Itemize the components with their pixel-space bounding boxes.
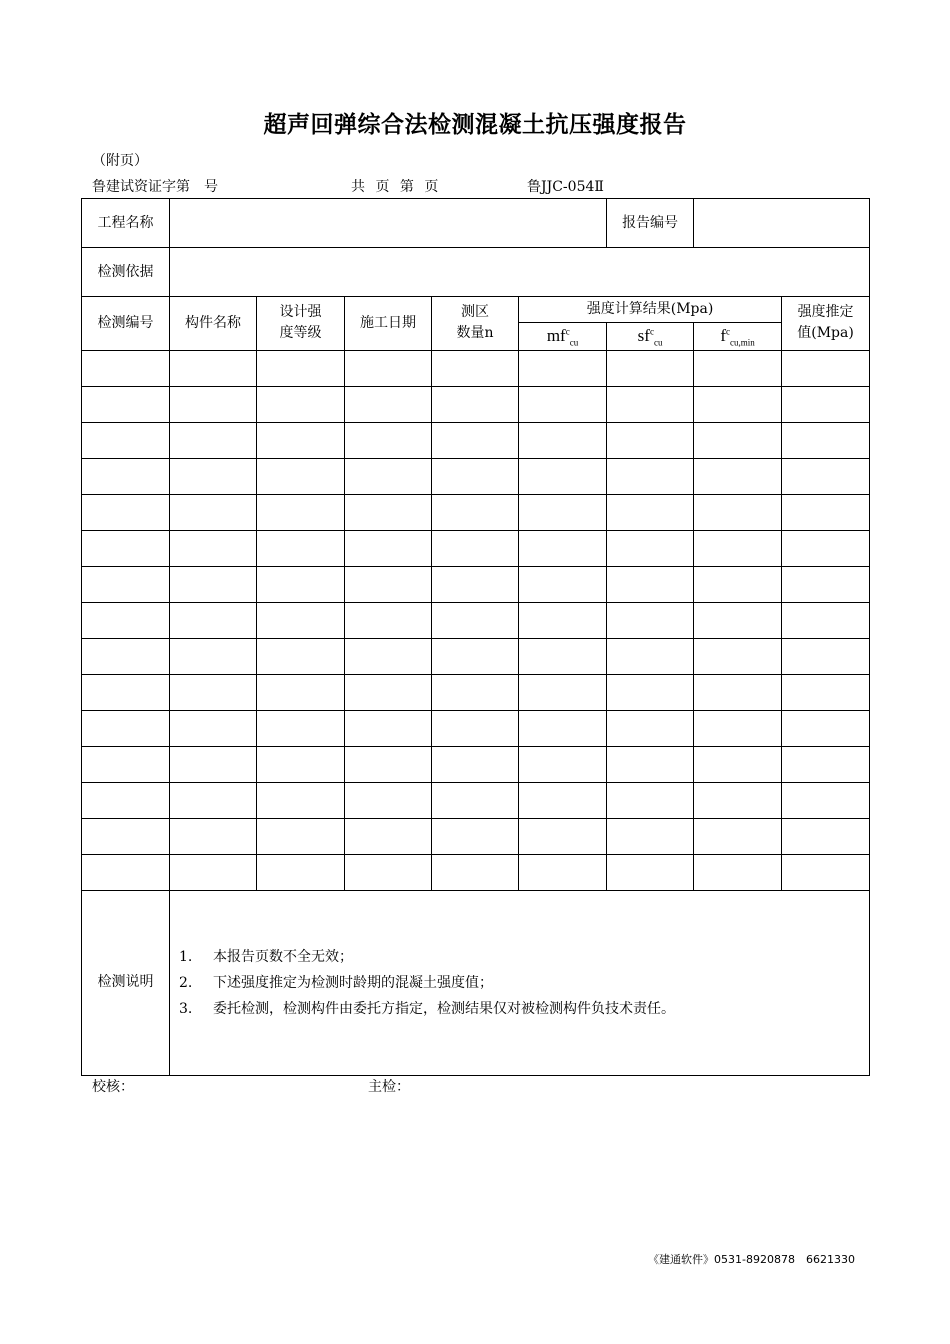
table-cell[interactable]: [694, 818, 782, 854]
table-cell[interactable]: [170, 638, 257, 674]
table-row: [82, 746, 870, 782]
table-cell[interactable]: [432, 854, 519, 890]
note-item: 2. 下述强度推定为检测时龄期的混凝土强度值；: [179, 974, 493, 991]
table-cell[interactable]: [345, 854, 432, 890]
table-cell[interactable]: [82, 674, 170, 710]
col-sf: $sf^c_{cu}$: [607, 323, 694, 351]
note-item: 1. 本报告页数不全无效；: [179, 948, 353, 965]
test-basis-label: 检测依据: [82, 248, 170, 297]
table-cell[interactable]: [607, 530, 694, 566]
table-cell[interactable]: [82, 422, 170, 458]
table-cell[interactable]: [432, 638, 519, 674]
table-cell[interactable]: [782, 710, 870, 746]
table-cell[interactable]: [782, 638, 870, 674]
table-cell[interactable]: [170, 530, 257, 566]
table-cell[interactable]: [782, 602, 870, 638]
table-cell[interactable]: [170, 422, 257, 458]
review-signature-label: 校核：: [92, 1079, 134, 1095]
table-cell[interactable]: [782, 458, 870, 494]
table-cell[interactable]: [432, 458, 519, 494]
table-row: [82, 638, 870, 674]
table-cell[interactable]: [519, 422, 607, 458]
table-row: [82, 710, 870, 746]
table-cell[interactable]: [694, 350, 782, 386]
table-cell[interactable]: [432, 422, 519, 458]
col-member-name: 构件名称: [170, 297, 257, 351]
table-cell[interactable]: [345, 458, 432, 494]
table-cell[interactable]: [345, 386, 432, 422]
table-cell[interactable]: [519, 566, 607, 602]
table-cell[interactable]: [607, 350, 694, 386]
table-cell[interactable]: [345, 710, 432, 746]
table-cell[interactable]: [607, 602, 694, 638]
table-cell[interactable]: [345, 422, 432, 458]
table-cell[interactable]: [257, 494, 345, 530]
table-cell[interactable]: [257, 818, 345, 854]
table-row: [82, 386, 870, 422]
table-cell[interactable]: [170, 818, 257, 854]
col-zone-count: 测区 数量n: [432, 297, 519, 351]
table-cell[interactable]: [432, 674, 519, 710]
table-cell[interactable]: [607, 746, 694, 782]
table-cell[interactable]: [345, 350, 432, 386]
table-cell[interactable]: [694, 386, 782, 422]
table-cell[interactable]: [607, 818, 694, 854]
table-cell[interactable]: [345, 602, 432, 638]
table-cell[interactable]: [607, 638, 694, 674]
table-row: [82, 818, 870, 854]
table-row: [82, 566, 870, 602]
project-name-value[interactable]: [170, 199, 607, 248]
table-cell[interactable]: [170, 674, 257, 710]
table-cell[interactable]: [519, 638, 607, 674]
table-cell[interactable]: [519, 818, 607, 854]
table-cell[interactable]: [257, 386, 345, 422]
table-cell[interactable]: [607, 494, 694, 530]
table-cell[interactable]: [345, 566, 432, 602]
inspector-signature-label: 主检：: [368, 1079, 410, 1095]
table-row: [82, 422, 870, 458]
table-cell[interactable]: [519, 458, 607, 494]
table-cell[interactable]: [782, 854, 870, 890]
col-mf: $mf^c_{cu}$: [519, 323, 607, 351]
table-cell[interactable]: [694, 746, 782, 782]
report-table: [81, 198, 870, 1076]
table-cell[interactable]: [170, 566, 257, 602]
table-cell[interactable]: [519, 746, 607, 782]
table-cell[interactable]: [432, 386, 519, 422]
table-cell[interactable]: [694, 458, 782, 494]
table-cell[interactable]: [82, 602, 170, 638]
table-cell[interactable]: [607, 854, 694, 890]
project-name-label: 工程名称: [82, 199, 170, 248]
table-cell[interactable]: [82, 746, 170, 782]
table-cell[interactable]: [607, 566, 694, 602]
table-cell[interactable]: [519, 530, 607, 566]
table-cell[interactable]: [345, 494, 432, 530]
page-count: 共 页 第 页: [351, 179, 439, 195]
table-cell[interactable]: [257, 458, 345, 494]
table-cell[interactable]: [519, 674, 607, 710]
table-cell[interactable]: [82, 458, 170, 494]
table-cell[interactable]: [170, 386, 257, 422]
form-code: 鲁JJC-054Ⅱ: [527, 179, 604, 195]
table-cell[interactable]: [257, 638, 345, 674]
subtitle: （附页）: [92, 153, 148, 169]
table-cell[interactable]: [82, 710, 170, 746]
notes-label: 检测说明: [82, 890, 170, 1075]
table-cell[interactable]: [782, 422, 870, 458]
report-number-value[interactable]: [694, 199, 870, 248]
table-cell[interactable]: [694, 854, 782, 890]
data-rows: [82, 350, 870, 890]
table-row: [82, 602, 870, 638]
table-cell[interactable]: [519, 854, 607, 890]
table-cell[interactable]: [432, 710, 519, 746]
table-cell[interactable]: [170, 602, 257, 638]
table-cell[interactable]: [694, 566, 782, 602]
table-cell[interactable]: [257, 746, 345, 782]
table-cell[interactable]: [694, 602, 782, 638]
table-cell[interactable]: [432, 530, 519, 566]
table-cell[interactable]: [432, 782, 519, 818]
notes-cell: [170, 890, 870, 1075]
table-cell[interactable]: [607, 422, 694, 458]
table-cell[interactable]: [170, 710, 257, 746]
table-cell[interactable]: [782, 782, 870, 818]
table-cell[interactable]: [519, 710, 607, 746]
table-cell[interactable]: [432, 602, 519, 638]
table-cell[interactable]: [82, 566, 170, 602]
table-cell[interactable]: [345, 818, 432, 854]
table-cell[interactable]: [257, 422, 345, 458]
table-cell[interactable]: [782, 818, 870, 854]
table-row: [82, 350, 870, 386]
table-cell[interactable]: [82, 854, 170, 890]
table-cell[interactable]: [82, 782, 170, 818]
table-cell[interactable]: [170, 746, 257, 782]
table-cell[interactable]: [519, 494, 607, 530]
notes-list: [170, 944, 869, 1022]
table-row: [82, 458, 870, 494]
col-fmin: $f^c_{cu,min}$: [694, 323, 782, 351]
table-cell[interactable]: [345, 530, 432, 566]
table-cell[interactable]: [432, 818, 519, 854]
table-cell[interactable]: [694, 674, 782, 710]
table-cell[interactable]: [257, 602, 345, 638]
table-cell[interactable]: [694, 638, 782, 674]
table-cell[interactable]: [170, 458, 257, 494]
col-strength-estimate: 强度推定 值(Mpa): [782, 297, 870, 351]
table-cell[interactable]: [782, 674, 870, 710]
table-cell[interactable]: [782, 566, 870, 602]
col-construction-date: 施工日期: [345, 297, 432, 351]
table-cell[interactable]: [782, 494, 870, 530]
table-cell[interactable]: [607, 458, 694, 494]
table-row: [82, 530, 870, 566]
table-cell[interactable]: [782, 530, 870, 566]
table-cell[interactable]: [257, 710, 345, 746]
table-cell[interactable]: [82, 350, 170, 386]
table-cell[interactable]: [257, 854, 345, 890]
table-cell[interactable]: [432, 494, 519, 530]
table-cell[interactable]: [519, 386, 607, 422]
table-cell[interactable]: [82, 386, 170, 422]
table-cell[interactable]: [257, 782, 345, 818]
table-cell[interactable]: [694, 494, 782, 530]
table-cell[interactable]: [257, 350, 345, 386]
table-cell[interactable]: [607, 386, 694, 422]
table-cell[interactable]: [345, 674, 432, 710]
table-cell[interactable]: [694, 530, 782, 566]
table-cell[interactable]: [170, 494, 257, 530]
table-row: [82, 494, 870, 530]
table-cell[interactable]: [607, 782, 694, 818]
table-cell[interactable]: [519, 602, 607, 638]
table-cell[interactable]: [519, 782, 607, 818]
table-cell[interactable]: [782, 350, 870, 386]
table-row: [82, 782, 870, 818]
table-row: [82, 854, 870, 890]
table-cell[interactable]: [432, 566, 519, 602]
col-strength-results: 强度计算结果(Mpa): [519, 297, 782, 323]
table-cell[interactable]: [170, 782, 257, 818]
table-cell[interactable]: [82, 494, 170, 530]
table-cell[interactable]: [432, 746, 519, 782]
table-cell[interactable]: [694, 710, 782, 746]
table-cell[interactable]: [170, 854, 257, 890]
table-cell[interactable]: [345, 782, 432, 818]
col-test-id: 检测编号: [82, 297, 170, 351]
table-row: [82, 674, 870, 710]
report-number-label: 报告编号: [607, 199, 694, 248]
table-cell[interactable]: [345, 746, 432, 782]
table-cell[interactable]: [257, 566, 345, 602]
table-cell[interactable]: [82, 638, 170, 674]
table-cell[interactable]: [782, 386, 870, 422]
table-cell[interactable]: [607, 710, 694, 746]
table-cell[interactable]: [519, 350, 607, 386]
page-title: 超声回弹综合法检测混凝土抗压强度报告: [263, 112, 687, 138]
table-cell[interactable]: [257, 530, 345, 566]
table-cell[interactable]: [782, 746, 870, 782]
table-cell[interactable]: [607, 674, 694, 710]
table-cell[interactable]: [432, 350, 519, 386]
table-cell[interactable]: [345, 638, 432, 674]
note-item: 3. 委托检测，检测构件由委托方指定，检测结果仅对被检测构件负技术责任。: [179, 1000, 675, 1017]
certificate-number: 鲁建试资证字第 号: [92, 179, 218, 195]
test-basis-value[interactable]: [170, 248, 870, 297]
table-cell[interactable]: [694, 782, 782, 818]
table-cell[interactable]: [82, 530, 170, 566]
software-footer: 《建通软件》0531-8920878 6621330: [648, 1253, 855, 1266]
table-cell[interactable]: [257, 674, 345, 710]
col-design-grade: 设计强 度等级: [257, 297, 345, 351]
table-cell[interactable]: [170, 350, 257, 386]
table-cell[interactable]: [82, 818, 170, 854]
table-cell[interactable]: [694, 422, 782, 458]
